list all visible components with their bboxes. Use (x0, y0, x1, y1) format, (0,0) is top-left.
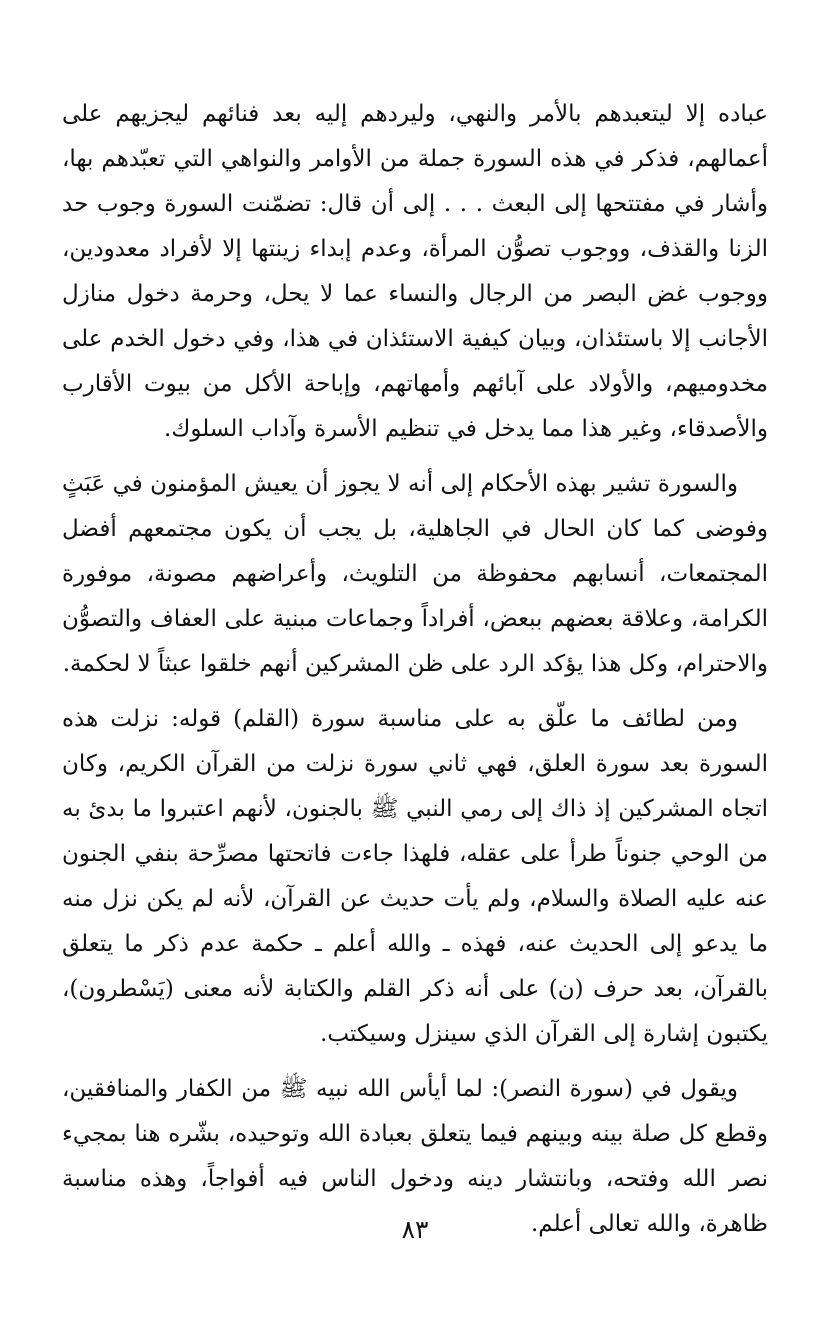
page-number: ٨٣ (401, 1215, 429, 1244)
paragraph-1: عباده إلا ليتعبدهم بالأمر والنهي، وليردهم إليه بعد فنائهم ليجزيهم على أعمالهم، فذكر في هذه السورة جملة من الأوامر والنواهي التي تعبّدهم بها، وأشار في مفتتحها إلى البعث . . . إلى أن قال: تضمّنت السورة وجوب حد الزنا والقذف، ووجوب تصوُّن المرأة، وعدم إبداء زينتها إلا لأفراد معدودين، ووجوب غض البصر من الرجال والنساء عما لا يحل، وحرمة دخول منازل الأجانب إلا باستئذان، وبيان كيفية الاستئذان في هذا، وفي دخول الخدم على مخدوميهم، والأولاد على آبائهم وأمهاتهم، وإباحة الأكل من بيوت الأقارب والأصدقاء، وغير هذا مما يدخل في تنظيم الأسرة وآداب السلوك. (62, 101, 768, 442)
paragraph-3: ومن لطائف ما علّق به على مناسبة سورة (القلم) قوله: نزلت هذه السورة بعد سورة العلق، فهي ثاني سورة نزلت من القرآن الكريم، وكان اتجاه المشركين إذ ذاك إلى رمي النبي ﷺ بالجنون، لأنهم اعتبروا ما بدئ به من الوحي جنوناً طرأ على عقله، فلهذا جاءت فاتحتها مصرِّحة بنفي الجنون عنه عليه الصلاة والسلام، ولم يأت حديث عن القرآن، لأنه لم يكن نزل منه ما يدعو إلى الحديث عنه، فهذه ـ والله أعلم ـ حكمة عدم ذكر ما يتعلق بالقرآن، بعد حرف (ن) على أنه ذكر القلم والكتابة لأنه معنى (يَسْطرون)، يكتبون إشارة إلى القرآن الذي سينزل وسيكتب. (62, 706, 768, 1047)
paragraph-2: والسورة تشير بهذه الأحكام إلى أنه لا يجوز أن يعيش المؤمنون في عَبَثٍ وفوضى كما كان الحال في الجاهلية، بل يجب أن يكون مجتمعهم أفضل المجتمعات، أنسابهم محفوظة من التلويث، وأعراضهم مصونة، موفورة الكرامة، وعلاقة بعضهم ببعض، أفراداً وجماعات مبنية على العفاف والتصوُّن والاحترام، وكل هذا يؤكد الرد على ظن المشركين أنهم خلقوا عبثاً لا لحكمة. (62, 471, 768, 677)
paragraph-4: ويقول في (سورة النصر): لما أيأس الله نبيه ﷺ من الكفار والمنافقين، وقطع كل صلة بينه وبينهم فيما يتعلق بعبادة الله وتوحيده، بشّره هنا بمجيء نصر الله وفتحه، وبانتشار دينه ودخول الناس فيه أفواجاً، وهذه مناسبة ظاهرة، والله تعالى أعلم. (62, 1076, 768, 1237)
